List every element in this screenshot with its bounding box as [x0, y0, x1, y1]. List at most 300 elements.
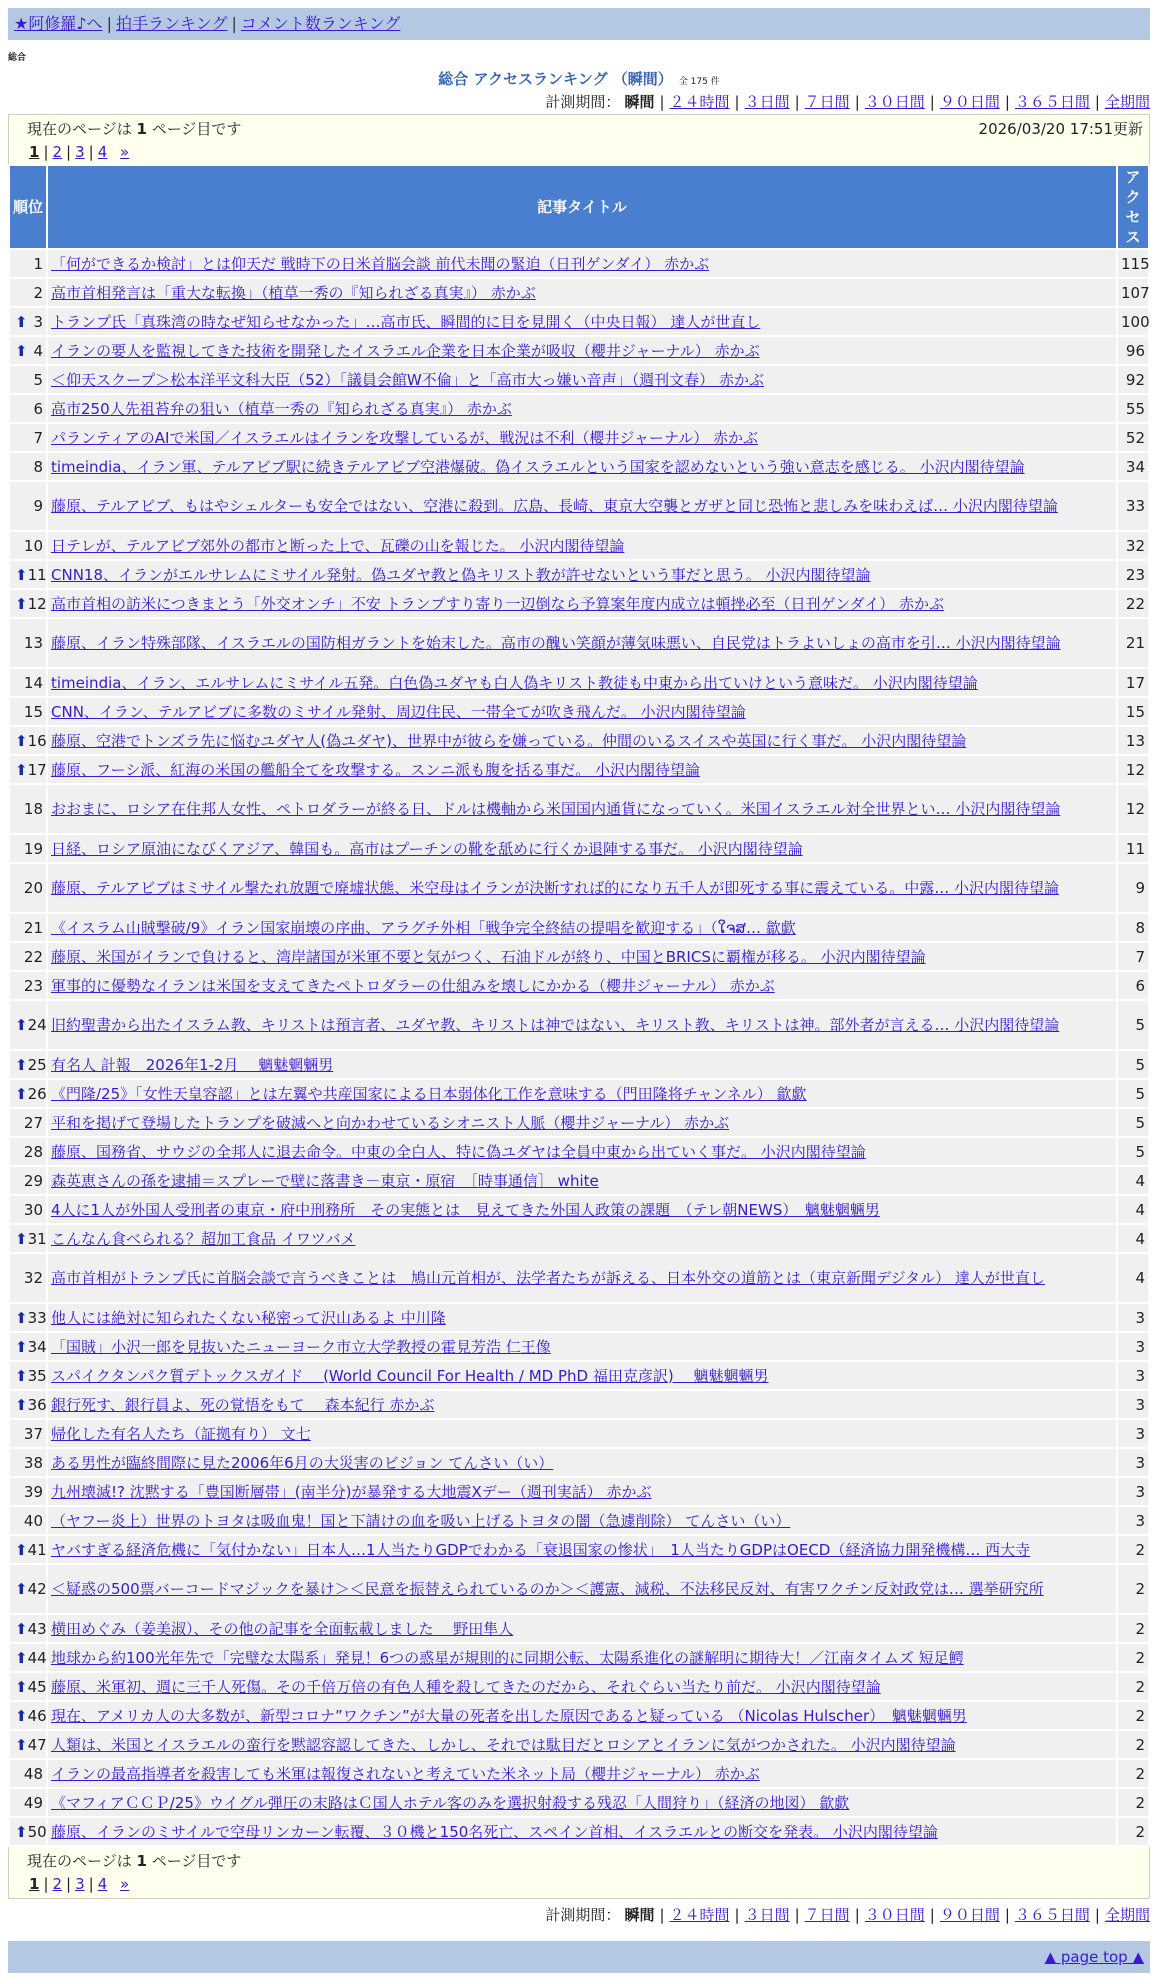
access-count: 3 [1118, 1507, 1148, 1534]
rank-number: 28 [23, 1142, 43, 1161]
table-row [10, 366, 1148, 393]
access-count: 4 [1118, 1196, 1148, 1223]
rank-number: 1 [33, 254, 43, 273]
clap-ranking-link[interactable]: 拍手ランキング [115, 14, 228, 33]
period-link[interactable]: ７日間 [804, 1906, 850, 1924]
rank-cell [10, 279, 46, 306]
access-count: 2 [1118, 1565, 1148, 1613]
title-cell [48, 785, 1116, 833]
period-selector-bottom [8, 1903, 1150, 1927]
title-cell [48, 943, 1116, 970]
rank-cell [10, 1760, 46, 1787]
rank-number: 26 [27, 1084, 47, 1103]
rank-cell [10, 337, 46, 364]
article-title-link[interactable]: 《イスラム山賊撃破/9》イラン国家崩壊の序曲、アラグチ外相「戦争完全終結の提唱を歓迎する」（ໃຈສ… 歙歔 [51, 918, 796, 937]
title-cell [48, 453, 1116, 480]
article-title-link[interactable]: （ヤフー炎上）世界のトヨタは吸血鬼！国と下請けの血を吸い上げるトヨタの闇（急遽削除） てんさい（い） [51, 1511, 791, 1530]
title-cell [48, 1702, 1116, 1729]
article-title-link[interactable]: 高市首相の訪米につきまとう「外交オンチ」不安 トランプすり寄り一辺倒なら予算案年度内成立は頓挫必至（日刊ゲンダイ） 赤かぶ [51, 594, 945, 613]
next-page-link[interactable]: » [120, 143, 130, 161]
access-count: 6 [1118, 972, 1148, 999]
rank-number: 13 [23, 634, 43, 652]
rank-up-arrow-icon: ⬆ [15, 1084, 28, 1103]
rank-number: 21 [23, 918, 43, 937]
rank-number: 22 [23, 947, 43, 966]
rank-cell [10, 669, 46, 696]
separator: | [1004, 93, 1010, 111]
table-row [10, 1254, 1148, 1302]
rank-cell [10, 1702, 46, 1729]
access-count: 4 [1118, 1254, 1148, 1302]
rank-number: 47 [27, 1735, 47, 1754]
table-row [10, 1789, 1148, 1816]
rank-number: 49 [23, 1793, 43, 1812]
separator: | [43, 1875, 49, 1893]
access-count: 12 [1118, 756, 1148, 783]
title-cell [48, 366, 1116, 393]
rank-number: 50 [27, 1822, 47, 1841]
separator: | [66, 1875, 72, 1893]
table-row [10, 1449, 1148, 1476]
rank-number: 12 [27, 594, 47, 613]
rank-up-arrow-icon: ⬆ [15, 1308, 28, 1327]
article-title-link[interactable]: おおまに、ロシア在住邦人女性、ペトロダラーが終る日、ドルは機軸から米国国内通貨になっていく。米国イスラエル対全世界とい… 小沢内閣待望論 [51, 800, 1061, 818]
separator: | [66, 143, 72, 161]
table-row [10, 1333, 1148, 1360]
separator: | [854, 1906, 860, 1924]
period-label: 計測期間： [545, 1906, 621, 1924]
comment-ranking-link[interactable]: コメント数ランキング [240, 14, 401, 33]
rank-number: 19 [23, 839, 43, 858]
home-link[interactable]: ★阿修羅♪へ [14, 14, 103, 33]
title-cell [48, 1615, 1116, 1642]
table-row [10, 1196, 1148, 1223]
rank-cell [10, 1254, 46, 1302]
access-count: 3 [1118, 1391, 1148, 1418]
table-row [10, 482, 1148, 530]
table-row [10, 835, 1148, 862]
separator: | [1094, 93, 1100, 111]
rank-up-arrow-icon: ⬆ [15, 1706, 28, 1725]
table-row [10, 279, 1148, 306]
article-title-link[interactable]: 高市250人先祖苔弁の狙い（植草一秀の『知られざる真実』） 赤かぶ [51, 399, 512, 418]
separator: | [734, 93, 740, 111]
access-count: 33 [1118, 482, 1148, 530]
title-cell [48, 835, 1116, 862]
period-link[interactable]: 全期間 [1104, 1906, 1150, 1924]
rank-cell [10, 366, 46, 393]
title-cell [48, 1225, 1116, 1252]
title-cell [48, 1449, 1116, 1476]
pager-top [8, 114, 1150, 164]
rank-up-arrow-icon: ⬆ [15, 1822, 28, 1841]
rank-number: 34 [27, 1337, 47, 1356]
rank-number: 23 [23, 976, 43, 995]
article-title-link[interactable]: CNN18、イランがエルサレムにミサイル発射。偽ユダヤ教と偽キリスト教が許せないという事だと思う。 小沢内閣待望論 [51, 565, 871, 584]
rank-number: 10 [23, 536, 43, 555]
rank-number: 29 [23, 1171, 43, 1190]
table-row [10, 250, 1148, 277]
access-count: 2 [1118, 1615, 1148, 1642]
article-title-link[interactable]: ＜疑惑の500票バーコードマジックを暴け＞＜民意を振替えられているのか＞＜護憲、減税、不法移民反対、有害ワクチン反対政党は… 選挙研究所 [51, 1580, 1044, 1598]
article-title-link[interactable]: 《門隆/25》「女性天皇容認」とは左翼や共産国家による日本弱体化工作を意味する（門田隆将チャンネル） 歙歔 [51, 1084, 807, 1103]
access-count: 22 [1118, 590, 1148, 617]
article-title-link[interactable]: 現在、アメリカ人の大多数が、新型コロナ”ワクチン”が大量の死者を出した原因であると疑っている （Nicolas Hulscher） 魑魅魍魎男 [51, 1706, 967, 1725]
table-row [10, 669, 1148, 696]
article-title-link[interactable]: 「何ができるか検討」とは仰天だ 戦時下の日米首脳会談 前代未聞の緊迫（日刊ゲンダイ） 赤かぶ [51, 254, 710, 273]
access-count: 21 [1118, 619, 1148, 667]
rank-cell [10, 424, 46, 451]
table-row [10, 1109, 1148, 1136]
title-cell [48, 532, 1116, 559]
title-cell [48, 250, 1116, 277]
rank-number: 18 [23, 800, 43, 818]
article-title-link[interactable]: 日経、ロシア原油になびくアジア、韓国も。高市はプーチンの靴を舐めに行くか退陣する事だ。 小沢内閣待望論 [51, 839, 803, 858]
footer-bar [8, 1941, 1150, 1973]
table-row [10, 1536, 1148, 1563]
table-row [10, 1760, 1148, 1787]
period-link[interactable]: ３０日間 [864, 1906, 925, 1924]
title-cell [48, 1109, 1116, 1136]
separator: | [88, 1875, 94, 1893]
table-row [10, 453, 1148, 480]
table-row [10, 1615, 1148, 1642]
article-title-link[interactable]: 藤原、国務省、サウジの全邦人に退去命令。中東の全白人、特に偽ユダヤは全員中東から出ていく事だ。 小沢内閣待望論 [51, 1142, 866, 1161]
title-cell [48, 1051, 1116, 1078]
article-title-link[interactable]: 森英恵さんの孫を逮捕＝スプレーで壁に落書き－東京・原宿 ［時事通信］ white [51, 1171, 599, 1190]
period-link[interactable]: ３０日間 [864, 93, 925, 111]
rank-number: 43 [27, 1619, 47, 1638]
title-cell [48, 669, 1116, 696]
article-title-link[interactable]: 帰化した有名人たち（証拠有り） 文七 [51, 1424, 311, 1443]
access-count: 92 [1118, 366, 1148, 393]
separator: | [929, 93, 935, 111]
access-count: 34 [1118, 453, 1148, 480]
title-cell [48, 424, 1116, 451]
table-row [10, 1702, 1148, 1729]
article-title-link[interactable]: ある男性が臨終間際に見た2006年6月の大災害のビジョン てんさい（い） [51, 1453, 554, 1472]
rank-number: 38 [23, 1453, 43, 1472]
access-count: 3 [1118, 1333, 1148, 1360]
access-count: 115 [1118, 250, 1148, 277]
period-link[interactable]: ３日間 [744, 93, 790, 111]
access-count: 7 [1118, 943, 1148, 970]
col-access-header: アクセス [1118, 166, 1148, 248]
title-cell [48, 914, 1116, 941]
rank-cell [10, 835, 46, 862]
article-title-link[interactable]: イランの最高指導者を殺害しても米軍は報復されないと考えていた米ネット局（櫻井ジャーナル） 赤かぶ [51, 1764, 760, 1783]
title-cell [48, 1333, 1116, 1360]
rank-number: 36 [27, 1395, 47, 1414]
article-title-link[interactable]: パランティアのAIで米国／イスラエルはイランを攻撃しているが、戦況は不利（櫻井ジャーナル） 赤かぶ [51, 428, 759, 447]
rank-cell [10, 532, 46, 559]
title-cell [48, 279, 1116, 306]
rank-cell [10, 1789, 46, 1816]
rank-number: 40 [23, 1511, 43, 1530]
table-row [10, 1225, 1148, 1252]
access-count: 2 [1118, 1760, 1148, 1787]
table-row [10, 1001, 1148, 1049]
table-row [10, 532, 1148, 559]
article-title-link[interactable]: 横田めぐみ（姜美淑）、その他の記事を全面転載しました 野田隼人 [51, 1619, 514, 1638]
article-title-link[interactable]: timeindia、イラン、エルサレムにミサイル五発。白色偽ユダヤも白人偽キリスト教徒も中東から出ていけという意味だ。 小沢内閣待望論 [51, 673, 978, 692]
rank-cell [10, 619, 46, 667]
next-page-link[interactable]: » [120, 1875, 130, 1893]
rank-cell [10, 785, 46, 833]
top-nav-bar: ★阿修羅♪へ | 拍手ランキング | コメント数ランキング [8, 8, 1150, 40]
title-cell [48, 482, 1116, 530]
separator: | [88, 143, 94, 161]
access-count: 3 [1118, 1362, 1148, 1389]
rank-cell [10, 1731, 46, 1758]
rank-cell [10, 1196, 46, 1223]
article-title-link[interactable]: 日テレが、テルアビブ郊外の都市と断った上で、瓦礫の山を報じた。 小沢内閣待望論 [51, 536, 625, 555]
separator: | [854, 93, 860, 111]
title-cell [48, 1304, 1116, 1331]
page-link[interactable]: 4 [97, 1875, 108, 1893]
article-title-link[interactable]: 「国賊」小沢一郎を見抜いたニューヨーク市立大学教授の霍見芳浩 仁王像 [51, 1337, 551, 1356]
rank-number: 14 [23, 673, 43, 692]
rank-cell [10, 972, 46, 999]
rank-cell [10, 1673, 46, 1700]
rank-cell [10, 1109, 46, 1136]
article-title-link[interactable]: 藤原、イランのミサイルで空母リンカーン転覆、３０機と150名死亡、スペイン首相、イスラエルとの断交を発表。 小沢内閣待望論 [51, 1822, 938, 1841]
rank-cell [10, 1362, 46, 1389]
table-row [10, 864, 1148, 912]
rank-number: 31 [27, 1229, 47, 1248]
table-row [10, 914, 1148, 941]
rank-number: 24 [27, 1016, 47, 1034]
article-title-link[interactable]: 有名人 計報 2026年1-2月 魑魅魍魎男 [51, 1055, 334, 1074]
rank-up-arrow-icon: ⬆ [15, 1055, 28, 1074]
rank-cell [10, 561, 46, 588]
page-link[interactable]: 3 [75, 143, 85, 161]
article-title-link[interactable]: ヤバすぎる経済危機に「気付かない」日本人…1人当たりGDPでわかる「衰退国家の惨状」 1人当たりGDPはOECD（経済協力開発機構… 西大寺 [51, 1540, 1031, 1559]
article-title-link[interactable]: 藤原、フーシ派、紅海の米国の艦船全てを攻撃する。スンニ派も腹を括る事だ。 小沢内閣待望論 [51, 760, 701, 779]
article-title-link[interactable]: 高市首相発言は「重大な転換」（植草一秀の『知られざる真実』） 赤かぶ [51, 283, 536, 302]
rank-cell [10, 1644, 46, 1671]
period-current: 瞬間 [624, 93, 655, 111]
period-link[interactable]: ２４時間 [669, 93, 730, 111]
article-title-link[interactable]: 平和を掲げて登場したトランプを破滅へと向かわせているシオニスト人脈（櫻井ジャーナル） 赤かぶ [51, 1113, 730, 1132]
access-count: 23 [1118, 561, 1148, 588]
rank-cell [10, 453, 46, 480]
article-title-link[interactable]: 4人に1人が外国人受刑者の東京・府中刑務所 その実態とは 見えてきた外国人政策の課題 （テレ朝NEWS） 魑魅魍魎男 [51, 1200, 880, 1219]
title-cell [48, 1362, 1116, 1389]
rank-up-arrow-icon: ⬆ [15, 1580, 28, 1598]
article-title-link[interactable]: こんなん食べられる？超加工食品 イワツバメ [51, 1229, 356, 1248]
ranking-table [8, 164, 1150, 1847]
rank-number: 5 [33, 370, 43, 389]
rank-cell [10, 1565, 46, 1613]
page-link[interactable]: 3 [75, 1875, 85, 1893]
article-title-link[interactable]: 九州壊滅!? 沈黙する「豊国断層帯」(南半分)が暴発する大地震Xデー（週刊実話） 赤かぶ [51, 1482, 652, 1501]
period-selector [8, 90, 1150, 114]
article-title-link[interactable]: 藤原、空港でトンズラ先に悩むユダヤ人(偽ユダヤ)、世界中が彼らを嫌っている。仲間のいるスイスや英国に行く事だ。 小沢内閣待望論 [51, 731, 967, 750]
access-count: 3 [1118, 1304, 1148, 1331]
table-row [10, 785, 1148, 833]
table-row [10, 698, 1148, 725]
title-cell [48, 1760, 1116, 1787]
rank-number: 17 [27, 760, 47, 779]
access-count: 107 [1118, 279, 1148, 306]
title-cell [48, 1254, 1116, 1302]
title-cell [48, 395, 1116, 422]
table-row [10, 1420, 1148, 1447]
title-cell [48, 1565, 1116, 1613]
article-title-link[interactable]: トランプ氏「真珠湾の時なぜ知らせなかった」…高市氏、瞬間的に目を見開く（中央日報） 達人が世直し [51, 312, 761, 331]
rank-cell [10, 590, 46, 617]
article-title-link[interactable]: 軍事的に優勢なイランは米国を支えてきたペトロダラーの仕組みを壊しにかかる（櫻井ジャーナル） 赤かぶ [51, 976, 775, 995]
access-count: 3 [1118, 1420, 1148, 1447]
article-title-link[interactable]: 藤原、米国がイランで負けると、湾岸諸国が米軍不要と気がつく、石油ドルが終り、中国とBRICSに覇権が移る。 小沢内閣待望論 [51, 947, 926, 966]
rank-cell [10, 1080, 46, 1107]
table-row [10, 1167, 1148, 1194]
rank-cell [10, 1478, 46, 1505]
access-count: 12 [1118, 785, 1148, 833]
title-cell [48, 1731, 1116, 1758]
rank-up-arrow-icon: ⬆ [15, 1677, 28, 1696]
table-row [10, 1673, 1148, 1700]
article-title-link[interactable]: 地球から約100光年先で「完璧な太陽系」発見！6つの惑星が規則的に同期公転、太陽系進化の謎解明に期待大！／江南タイムズ 短足鰐 [51, 1648, 964, 1667]
rank-up-arrow-icon: ⬆ [15, 1619, 28, 1638]
access-count: 2 [1118, 1644, 1148, 1671]
rank-cell [10, 943, 46, 970]
rank-cell [10, 1225, 46, 1252]
table-row [10, 619, 1148, 667]
article-title-link[interactable]: 他人には絶対に知られたくない秘密って沢山あるよ 中川隆 [51, 1308, 446, 1327]
title-cell [48, 972, 1116, 999]
rank-cell [10, 1536, 46, 1563]
page-link-current: 1 [29, 1875, 40, 1893]
rank-up-arrow-icon: ⬆ [15, 760, 28, 779]
article-title-link[interactable]: 高市首相がトランプ氏に首脳会談で言うべきことは 鳩山元首相が、法学者たちが訴える、日本外交の道筋とは（東京新聞デジタル） 達人が世直し [51, 1269, 1045, 1287]
page-top-link[interactable]: ▲ page top ▲ [1044, 1948, 1144, 1966]
table-row [10, 1138, 1148, 1165]
rank-cell [10, 1138, 46, 1165]
period-link[interactable]: ９０日間 [939, 1906, 1000, 1924]
page-link[interactable]: 4 [97, 143, 108, 161]
rank-up-arrow-icon: ⬆ [15, 594, 28, 613]
article-title-link[interactable]: イランの要人を監視してきた技術を開発したイスラエル企業を日本企業が吸収（櫻井ジャーナル） 赤かぶ [51, 341, 760, 360]
access-count: 2 [1118, 1702, 1148, 1729]
article-title-link[interactable]: 藤原、イラン特殊部隊、イスラエルの国防相ガラントを始末した。高市の醜い笑顔が薄気味悪い、自民党はトラよいしょの高市を引… 小沢内閣待望論 [51, 634, 1061, 652]
period-link[interactable]: ３６５日間 [1014, 1906, 1090, 1924]
title-cell [48, 1080, 1116, 1107]
access-count: 13 [1118, 727, 1148, 754]
title-cell [48, 337, 1116, 364]
separator: | [1094, 1906, 1100, 1924]
period-link[interactable]: ３６５日間 [1014, 93, 1090, 111]
period-link[interactable]: ７日間 [804, 93, 850, 111]
table-row [10, 972, 1148, 999]
table-row [10, 1051, 1148, 1078]
article-title-link[interactable]: 人類は、米国とイスラエルの蛮行を黙認容認してきた、しかし、それでは駄目だとロシアとイランに気がつかされた。 小沢内閣待望論 [51, 1735, 956, 1754]
article-title-link[interactable]: 藤原、米軍初、週に三千人死傷。その千倍万倍の有色人種を殺してきたのだから、それぐらい当たり前だ。 小沢内閣待望論 [51, 1677, 881, 1696]
page-link[interactable]: 2 [52, 143, 63, 161]
rank-cell [10, 756, 46, 783]
rank-cell [10, 1001, 46, 1049]
rank-number: 27 [23, 1113, 43, 1132]
table-row [10, 337, 1148, 364]
pager-bottom [8, 1847, 1150, 1899]
access-count: 2 [1118, 1731, 1148, 1758]
rank-number: 39 [23, 1482, 43, 1501]
title-cell [48, 864, 1116, 912]
page-links [27, 1872, 1143, 1896]
rank-up-arrow-icon: ⬆ [15, 1540, 28, 1559]
access-count: 5 [1118, 1051, 1148, 1078]
title-cell [48, 1196, 1116, 1223]
article-title-link[interactable]: 旧約聖書から出たイスラム教、キリストは預言者、ユダヤ教、キリストは神ではない、キリスト教、キリストは神。部外者が言える… 小沢内閣待望論 [51, 1016, 1060, 1034]
col-rank-header: 順位 [10, 166, 46, 248]
table-row [10, 395, 1148, 422]
breadcrumb: 総合 [8, 53, 27, 63]
rank-cell [10, 482, 46, 530]
period-link[interactable]: ９０日間 [939, 93, 1000, 111]
page-link[interactable]: 2 [52, 1875, 63, 1893]
rank-cell [10, 1818, 46, 1845]
rank-number: 30 [23, 1200, 43, 1219]
period-link[interactable]: ２４時間 [669, 1906, 730, 1924]
rank-number: 37 [23, 1424, 43, 1443]
separator: | [734, 1906, 740, 1924]
article-title-link[interactable]: 銀行死す、銀行員よ、死の覚悟をもて 森本紀行 赤かぶ [51, 1395, 435, 1414]
rank-number: 2 [33, 283, 43, 302]
rank-up-arrow-icon: ⬆ [15, 312, 28, 331]
rank-cell [10, 914, 46, 941]
article-title-link[interactable]: CNN、イラン、テルアビブに多数のミサイル発射、周辺住民、一帯全てが吹き飛んだ。 小沢内閣待望論 [51, 702, 746, 721]
access-count: 5 [1118, 1109, 1148, 1136]
rank-up-arrow-icon: ⬆ [15, 341, 28, 360]
article-title-link[interactable]: 藤原、テルアビブ、もはやシェルターも安全ではない、空港に殺到。広島、長崎、東京大空襲とガザと同じ恐怖と悲しみを味わえば… 小沢内閣待望論 [51, 497, 1058, 515]
title-cell [48, 1644, 1116, 1671]
article-title-link[interactable]: スパイクタンパク質デトックスガイド (World Council For Health / MD PhD 福田克彦訳) 魑魅魍魎男 [51, 1366, 769, 1385]
rank-number: 9 [33, 497, 43, 515]
rank-number: 8 [33, 457, 43, 476]
period-link[interactable]: 全期間 [1104, 93, 1150, 111]
title-cell [48, 756, 1116, 783]
table-row [10, 1507, 1148, 1534]
separator: | [1004, 1906, 1010, 1924]
page-title-line [8, 68, 1150, 90]
table-row [10, 561, 1148, 588]
article-title-link[interactable]: 藤原、テルアビブはミサイル撃たれ放題で廃墟状態、米空母はイランが決断すれば的になり五千人が即死する事に震えている。中露… 小沢内閣待望論 [51, 879, 1059, 897]
title-cell [48, 1167, 1116, 1194]
access-count: 2 [1118, 1536, 1148, 1563]
rank-number: 6 [33, 399, 43, 418]
rank-number: 48 [23, 1764, 43, 1783]
article-title-link[interactable]: timeindia、イラン軍、テルアビブ駅に続きテルアビブ空港爆破。偽イスラエルという国家を認めないという強い意志を感じる。 小沢内閣待望論 [51, 457, 1025, 476]
rank-up-arrow-icon: ⬆ [15, 565, 28, 584]
table-row [10, 1391, 1148, 1418]
access-count: 8 [1118, 914, 1148, 941]
table-row [10, 727, 1148, 754]
table-row [10, 756, 1148, 783]
rank-cell [10, 698, 46, 725]
access-count: 2 [1118, 1673, 1148, 1700]
rank-number: 45 [27, 1677, 47, 1696]
table-row [10, 1731, 1148, 1758]
period-link[interactable]: ３日間 [744, 1906, 790, 1924]
article-title-link[interactable]: ＜仰天スクープ＞松本洋平文科大臣（52）「議員会館W不倫」と「高市大っ嫌い音声」（週刊文春） 赤かぶ [51, 370, 764, 389]
period-label: 計測期間： [545, 93, 621, 111]
page-link-current: 1 [29, 143, 40, 161]
rank-number: 35 [27, 1366, 47, 1385]
rank-up-arrow-icon: ⬆ [15, 1395, 28, 1414]
rank-up-arrow-icon: ⬆ [15, 1648, 28, 1667]
article-title-link[interactable]: 《マフィアＣＣＰ/25》ウイグル弾圧の末路はＣ国人ホテル客のみを選択射殺する残忍「人間狩り」（経済の地図） 歙歔 [51, 1793, 850, 1812]
